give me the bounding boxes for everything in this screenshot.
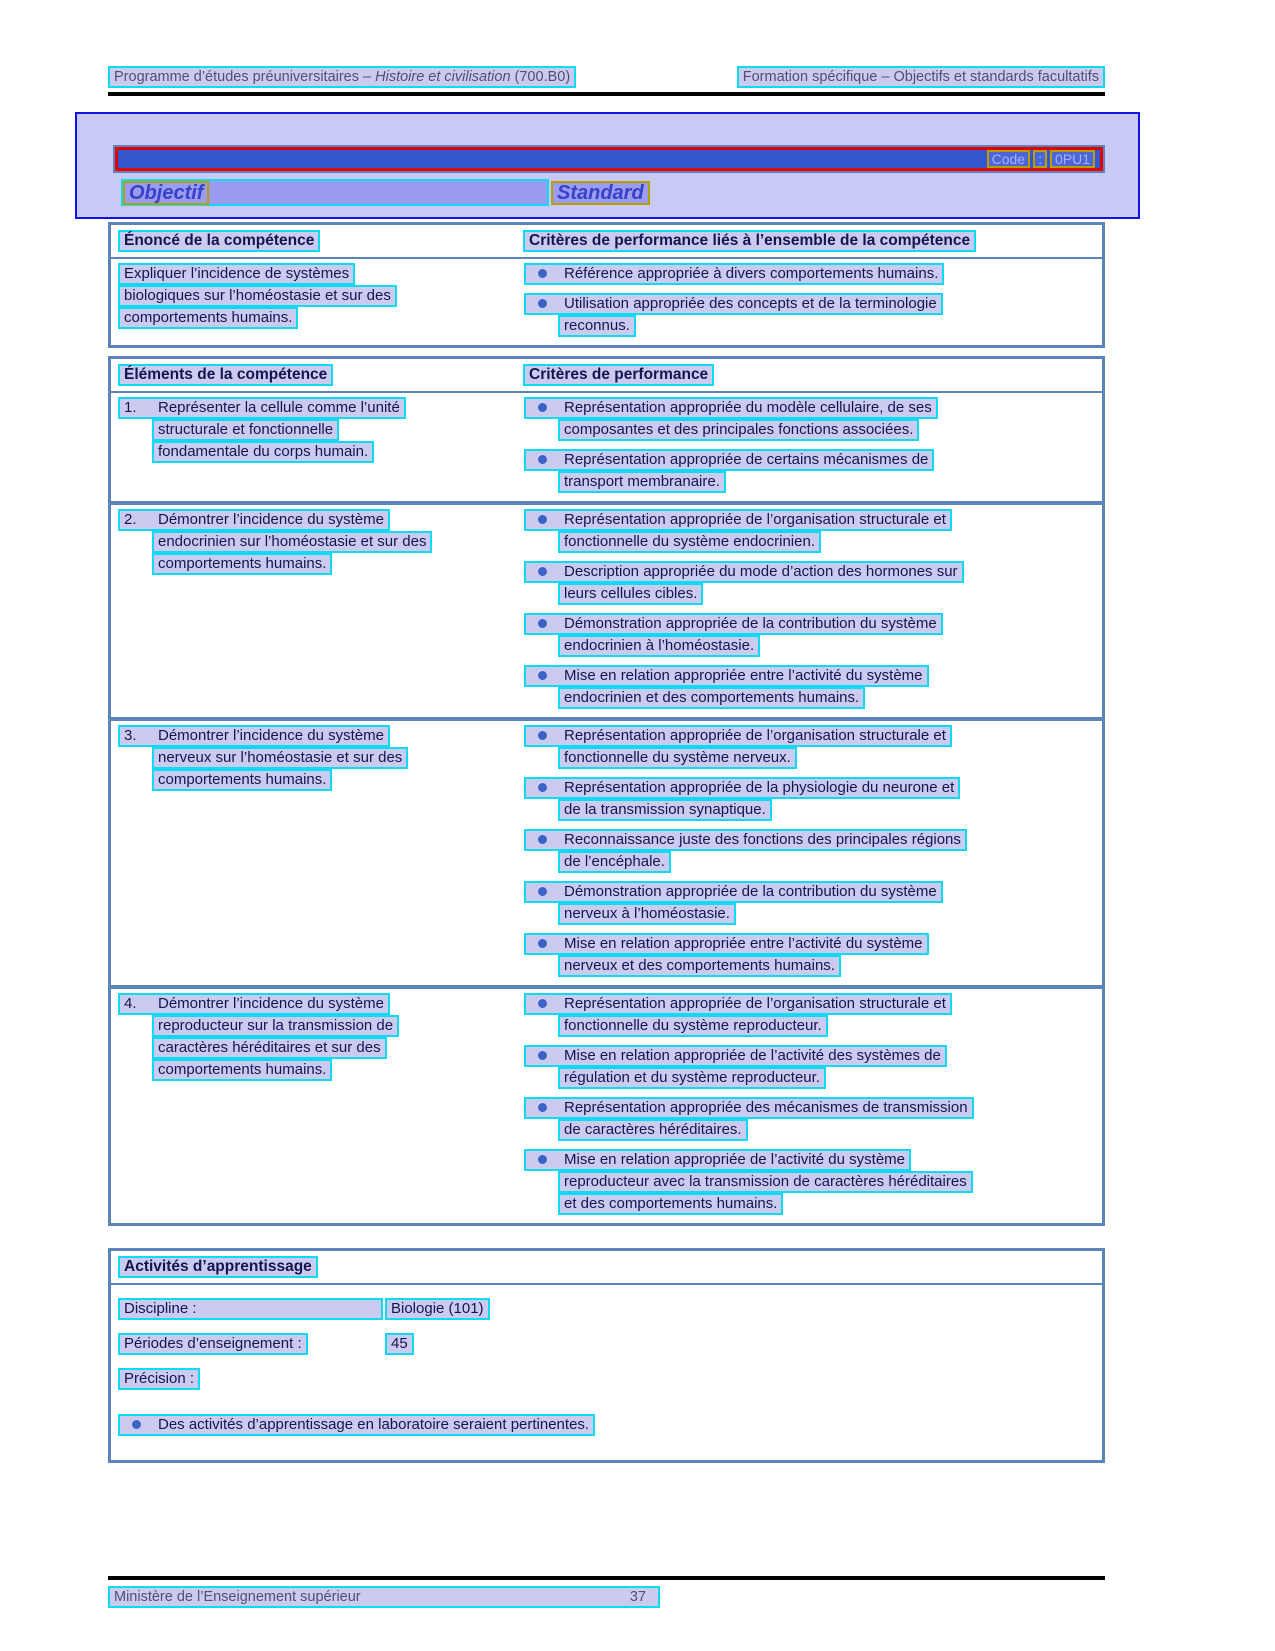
critere-item (524, 449, 1102, 493)
critere-line (524, 397, 938, 419)
critere-line (524, 777, 960, 799)
critere-line (524, 829, 967, 851)
critere-line (524, 613, 943, 635)
critere-line (524, 509, 952, 531)
enonce-line: comportements humains. (118, 307, 298, 329)
element-line: endocrinien sur l’homéostasie et sur des (152, 531, 432, 553)
critere-line (524, 1149, 911, 1171)
critere-line (524, 725, 952, 747)
footer-left-text: Ministère de l’Enseignement supérieur (114, 1589, 361, 1605)
bullet-icon (538, 671, 547, 680)
precision-row (118, 1368, 1102, 1390)
competence-header-right: Critères de performance liés à l’ensemble de la compétence (523, 230, 976, 252)
header-right-text: Formation spécifique – Objectifs et standards facultatifs (737, 66, 1105, 88)
competence-header-left-cell (118, 230, 523, 252)
critere-text: Représentation appropriée de l’organisation structurale et (564, 727, 946, 744)
footer-rule (108, 1576, 1105, 1580)
element-line (118, 509, 390, 531)
activites-bullet-row (118, 1414, 1102, 1436)
criteres-cell (523, 397, 1102, 493)
critere-item (524, 509, 1102, 553)
periodes-label-cell (118, 1333, 383, 1355)
activites-box (108, 1248, 1105, 1463)
critere-text: Démonstration appropriée de la contribution du système (564, 615, 937, 632)
criteres-cell (523, 725, 1102, 977)
critere-text: Représentation appropriée de la physiologie du neurone et (564, 779, 955, 796)
criteres-cell (523, 263, 1102, 337)
elements-header-right: Critères de performance (523, 364, 714, 386)
critere-text: Référence appropriée à divers comportements humains. (564, 265, 939, 282)
element-line: comportements humains. (152, 553, 332, 575)
bullet-icon (538, 939, 547, 948)
competence-header-left: Énoncé de la compétence (118, 230, 320, 252)
elements-table-header (111, 359, 1102, 393)
element-number: 4. (124, 995, 137, 1012)
discipline-value-cell (383, 1298, 490, 1320)
element-text: Démontrer l’incidence du système (158, 727, 384, 744)
bullet-icon (538, 835, 547, 844)
elements-header-left-cell (118, 364, 523, 386)
activites-title-row (111, 1251, 1102, 1285)
page-number: 37 (629, 1589, 646, 1605)
critere-line (524, 561, 964, 583)
critere-item (524, 665, 1102, 709)
precision-label: Précision : (118, 1368, 200, 1390)
elements-table (108, 356, 1105, 1226)
critere-text: Représentation appropriée de certains mécanismes de (564, 451, 929, 468)
competence-table (108, 222, 1105, 348)
critere-item (524, 1149, 1102, 1215)
element-line: structurale et fonctionnelle (152, 419, 339, 441)
element-line: comportements humains. (152, 1059, 332, 1081)
critere-line: de la transmission synaptique. (558, 799, 772, 821)
critere-item (524, 881, 1102, 925)
page-header (108, 66, 1105, 96)
critere-line: de caractères héréditaires. (558, 1119, 748, 1141)
code-colon: : (1033, 150, 1047, 168)
activites-bullet-line (118, 1414, 595, 1436)
criteres-cell (523, 509, 1102, 709)
element-line: nerveux sur l’homéostasie et sur des (152, 747, 408, 769)
element-cell (118, 509, 523, 709)
critere-text: Démonstration appropriée de la contribution du système (564, 883, 937, 900)
critere-text: Représentation appropriée de l’organisation structurale et (564, 511, 946, 528)
element-line: comportements humains. (152, 769, 332, 791)
objectif-highlight-band (121, 179, 549, 206)
header-left-suffix: (700.B0) (510, 69, 571, 85)
critere-line: transport membranaire. (558, 471, 726, 493)
critere-line: leurs cellules cibles. (558, 583, 703, 605)
discipline-value: Biologie (101) (385, 1298, 490, 1320)
periodes-value-cell (383, 1333, 414, 1355)
code-value: 0PU1 (1050, 150, 1095, 168)
critere-text: Reconnaissance juste des fonctions des principales régions (564, 831, 961, 848)
critere-item (524, 613, 1102, 657)
critere-line: endocrinien à l’homéostasie. (558, 635, 760, 657)
element-cell (118, 725, 523, 977)
element-number: 1. (124, 399, 137, 416)
bullet-icon (538, 731, 547, 740)
critere-line: nerveux à l’homéostasie. (558, 903, 736, 925)
periodes-row (118, 1333, 1102, 1355)
enonce-cell (118, 263, 523, 337)
periodes-value: 45 (385, 1333, 414, 1355)
element-row-2 (111, 501, 1102, 717)
page-footer (108, 1586, 660, 1608)
critere-text: Utilisation appropriée des concepts et de la terminologie (564, 295, 937, 312)
element-line (118, 993, 390, 1015)
elements-header-right-cell (523, 364, 1102, 386)
critere-line (524, 881, 943, 903)
element-line: reproducteur sur la transmission de (152, 1015, 399, 1037)
critere-line (524, 993, 952, 1015)
footer-text-box (108, 1586, 660, 1608)
element-line (118, 725, 390, 747)
critere-text: Représentation appropriée des mécanismes de transmission (564, 1099, 968, 1116)
bullet-icon (538, 269, 547, 278)
standard-label: Standard (551, 181, 650, 205)
critere-text: Mise en relation appropriée entre l’activité du système (564, 935, 923, 952)
critere-line (524, 1045, 947, 1067)
critere-line (524, 665, 929, 687)
precision-label-cell (118, 1368, 383, 1390)
activites-title: Activités d’apprentissage (118, 1256, 318, 1278)
critere-text: Mise en relation appropriée entre l’activité du système (564, 667, 923, 684)
bullet-icon (538, 455, 547, 464)
element-row-3 (111, 717, 1102, 985)
critere-item (524, 561, 1102, 605)
competence-header-right-cell (523, 230, 1102, 252)
critere-text: Représentation appropriée de l’organisation structurale et (564, 995, 946, 1012)
critere-line: reconnus. (558, 315, 636, 337)
critere-line: endocrinien et des comportements humains. (558, 687, 865, 709)
code-banner (115, 147, 1103, 171)
discipline-label-cell (118, 1298, 383, 1320)
element-line: fondamentale du corps humain. (152, 441, 374, 463)
element-row-1 (111, 393, 1102, 501)
bullet-icon (538, 515, 547, 524)
critere-line (524, 449, 934, 471)
critere-line (524, 1097, 974, 1119)
bullet-icon (538, 887, 547, 896)
critere-line: composantes et des principales fonctions associées. (558, 419, 919, 441)
bullet-icon (538, 999, 547, 1008)
critere-line (524, 293, 943, 315)
element-number: 3. (124, 727, 137, 744)
bullet-icon (538, 1103, 547, 1112)
element-text: Représenter la cellule comme l’unité (158, 399, 400, 416)
element-row-4 (111, 985, 1102, 1223)
element-text: Démontrer l’incidence du système (158, 511, 384, 528)
bullet-icon (538, 1051, 547, 1060)
critere-line (524, 933, 929, 955)
critere-item (524, 993, 1102, 1037)
critere-line: régulation et du système reproducteur. (558, 1067, 826, 1089)
header-left-italic: Histoire et civilisation (375, 69, 511, 85)
enonce-line: Expliquer l’incidence de systèmes (118, 263, 355, 285)
code-banner-wrap (113, 145, 1105, 173)
critere-item (524, 933, 1102, 977)
objectif-standard-row (121, 179, 1138, 206)
enonce-line: biologiques sur l’homéostasie et sur des (118, 285, 397, 307)
critere-line: de l’encéphale. (558, 851, 671, 873)
element-number: 2. (124, 511, 137, 528)
bullet-icon (538, 567, 547, 576)
objectif-label: Objectif (123, 181, 209, 205)
element-cell (118, 993, 523, 1215)
competence-table-header (111, 225, 1102, 259)
element-cell (118, 397, 523, 493)
critere-item (524, 777, 1102, 821)
element-line (118, 397, 406, 419)
critere-item (524, 829, 1102, 873)
critere-item (524, 397, 1102, 441)
critere-item (524, 725, 1102, 769)
critere-item (524, 1097, 1102, 1141)
critere-text: Mise en relation appropriée de l’activité des systèmes de (564, 1047, 941, 1064)
periodes-label: Périodes d’enseignement : (118, 1333, 308, 1355)
bullet-icon (538, 619, 547, 628)
bullet-icon (538, 403, 547, 412)
critere-text: Représentation appropriée du modèle cellulaire, de ses (564, 399, 932, 416)
activites-bullet-text: Des activités d’apprentissage en laboratoire seraient pertinentes. (158, 1416, 590, 1433)
critere-text: Description appropriée du mode d’action des hormones sur (564, 563, 958, 580)
critere-line: fonctionnelle du système reproducteur. (558, 1015, 828, 1037)
bullet-icon (538, 299, 547, 308)
elements-header-left: Éléments de la compétence (118, 364, 333, 386)
discipline-label: Discipline : (118, 1298, 383, 1320)
header-left-text (108, 66, 576, 88)
competence-body-row (111, 259, 1102, 345)
element-text: Démontrer l’incidence du système (158, 995, 384, 1012)
critere-line (524, 263, 944, 285)
critere-item (524, 263, 1102, 285)
element-line: caractères héréditaires et sur des (152, 1037, 387, 1059)
critere-line: reproducteur avec la transmission de caractères héréditaires (558, 1171, 973, 1193)
discipline-row (118, 1298, 1102, 1320)
code-label: Code (987, 150, 1030, 168)
critere-text: Mise en relation appropriée de l’activité du système (564, 1151, 906, 1168)
header-left-prefix: Programme d’études préuniversitaires – (114, 69, 376, 85)
bullet-icon (132, 1420, 141, 1429)
bullet-icon (538, 1155, 547, 1164)
critere-line: et des comportements humains. (558, 1193, 783, 1215)
critere-line: fonctionnelle du système endocrinien. (558, 531, 821, 553)
objective-standard-box (75, 112, 1140, 219)
bullet-icon (538, 783, 547, 792)
critere-line: fonctionnelle du système nerveux. (558, 747, 797, 769)
critere-line: nerveux et des comportements humains. (558, 955, 841, 977)
criteres-cell (523, 993, 1102, 1215)
critere-item (524, 1045, 1102, 1089)
critere-item (524, 293, 1102, 337)
